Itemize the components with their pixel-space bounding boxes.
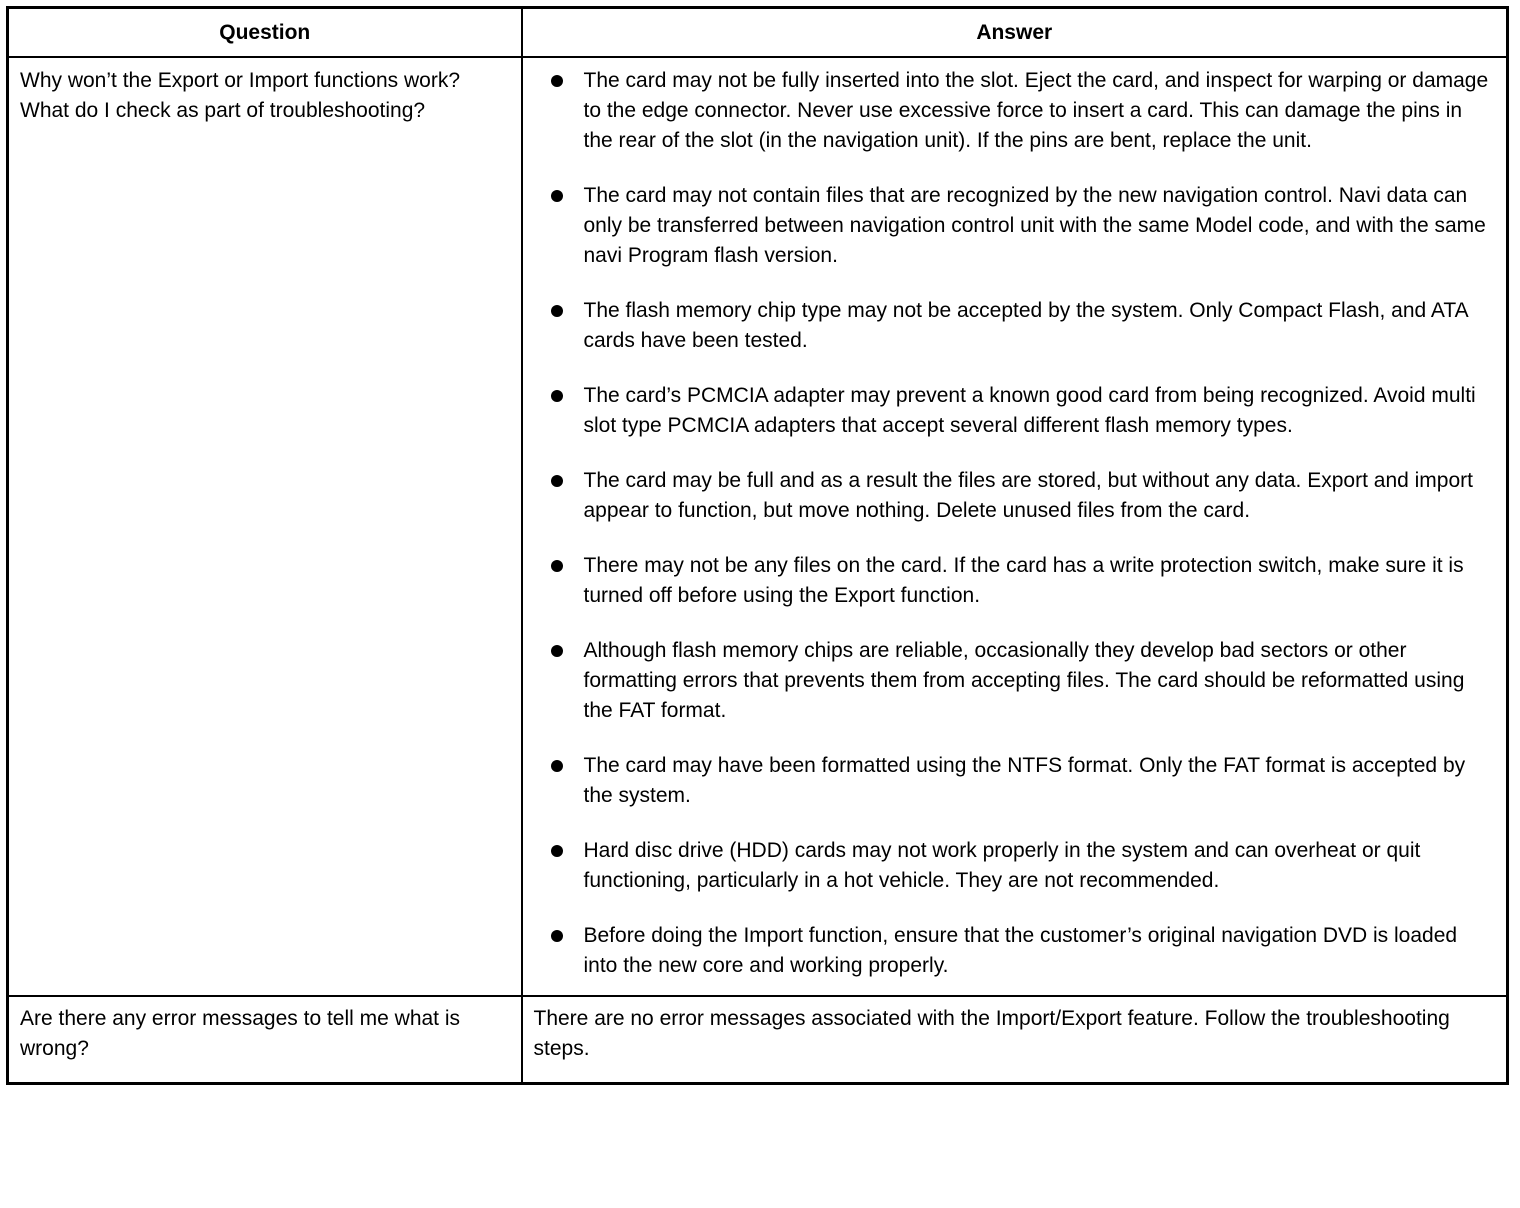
bullet-item: [534, 836, 1495, 896]
header-row: [8, 8, 1508, 58]
answer-bullet-list: [534, 66, 1495, 981]
bullet-text: Hard disc drive (HDD) cards may not work properly in the system and can overheat or quit functioning, particularly in a hot vehicle. They are not recommended.: [583, 839, 1421, 892]
bullet-icon: [551, 305, 563, 317]
bullet-item: [534, 181, 1495, 271]
bullet-icon: [551, 390, 563, 402]
table-row: [8, 996, 1508, 1084]
faq-table: [6, 6, 1509, 1085]
answer-cell: [522, 57, 1508, 996]
bullet-text: The flash memory chip type may not be accepted by the system. Only Compact Flash, and ATA cards have been tested.: [583, 299, 1468, 352]
bullet-item: [534, 921, 1495, 981]
bullet-icon: [551, 930, 563, 942]
bullet-item: [534, 551, 1495, 611]
question-cell: Why won’t the Export or Import functions work? What do I check as part of troubleshooting?: [8, 57, 522, 996]
table-row: [8, 57, 1508, 996]
bullet-item: [534, 66, 1495, 156]
bullet-icon: [551, 560, 563, 572]
answer-header: Answer: [522, 8, 1508, 58]
bullet-item: [534, 381, 1495, 441]
bullet-text: The card’s PCMCIA adapter may prevent a known good card from being recognized. Avoid multi slot type PCMCIA adapters that accept several different flash memory types.: [583, 384, 1476, 437]
bullet-text: The card may not contain files that are recognized by the new navigation control. Navi data can only be transferred between navigation control unit with the same Model code, and with the same navi Program flash version.: [583, 184, 1486, 267]
bullet-item: [534, 636, 1495, 726]
bullet-text: Although flash memory chips are reliable, occasionally they develop bad sectors or other formatting errors that prevents them from accepting files. The card should be reformatted using the FAT format.: [583, 639, 1465, 722]
bullet-text: The card may have been formatted using the NTFS format. Only the FAT format is accepted by the system.: [583, 754, 1466, 807]
bullet-icon: [551, 760, 563, 772]
bullet-icon: [551, 75, 563, 87]
bullet-icon: [551, 845, 563, 857]
bullet-text: There may not be any files on the card. If the card has a write protection switch, make sure it is turned off before using the Export function.: [583, 554, 1464, 607]
bullet-item: [534, 296, 1495, 356]
bullet-item: [534, 466, 1495, 526]
bullet-icon: [551, 190, 563, 202]
bullet-icon: [551, 645, 563, 657]
bullet-text: The card may not be fully inserted into the slot. Eject the card, and inspect for warping or damage to the edge connector. Never use excessive force to insert a card. This can damage the pins in the rear of the slot (in the navigation unit). If the pins are bent, replace the unit.: [583, 69, 1489, 152]
answer-cell: There are no error messages associated with the Import/Export feature. Follow the troubleshooting steps.: [522, 996, 1508, 1084]
question-cell: Are there any error messages to tell me what is wrong?: [8, 996, 522, 1084]
bullet-icon: [551, 475, 563, 487]
question-header: Question: [8, 8, 522, 58]
bullet-text: Before doing the Import function, ensure that the customer’s original navigation DVD is loaded into the new core and working properly.: [583, 924, 1458, 977]
bullet-text: The card may be full and as a result the files are stored, but without any data. Export and import appear to function, but move nothing. Delete unused files from the card.: [583, 469, 1473, 522]
bullet-item: [534, 751, 1495, 811]
